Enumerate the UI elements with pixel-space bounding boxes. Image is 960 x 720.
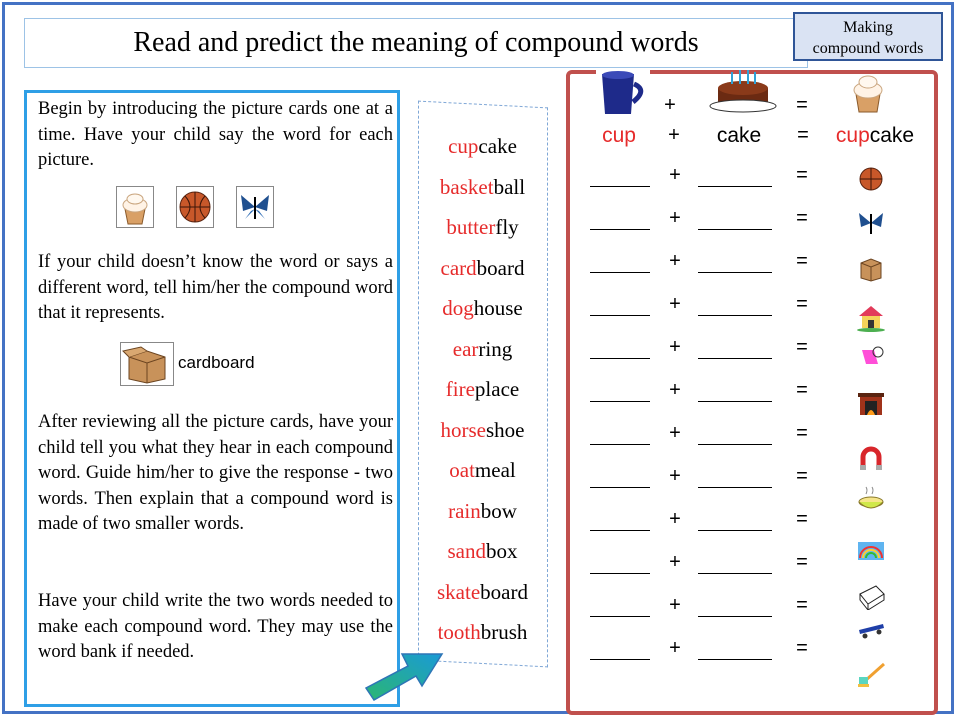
plus-sign: + [669, 594, 681, 616]
tag-line-2: compound words [812, 40, 924, 57]
plus-sign: + [669, 336, 681, 358]
word-bank-item [420, 499, 545, 524]
word-bank-part-1: fire [445, 377, 475, 401]
word-bank-item [420, 337, 545, 362]
word-bank-part-1: ear [452, 336, 479, 361]
word-bank-part-2: board [480, 579, 528, 604]
first-word-blank[interactable] [590, 401, 650, 402]
basketball-icon [856, 164, 886, 194]
equals-sign: = [796, 207, 808, 229]
word-bank-item [420, 539, 545, 564]
word-bank-part-1: basket [439, 174, 494, 199]
second-word-blank[interactable] [698, 616, 772, 617]
first-word-blank[interactable] [590, 616, 650, 617]
word-bank-item [420, 256, 545, 281]
horseshoe-magnet-icon [856, 444, 886, 474]
topic-tag [793, 12, 943, 61]
word-bank-part-2: fly [495, 215, 519, 239]
word-bank-part-2: brush [480, 620, 528, 644]
second-word-blank[interactable] [698, 272, 772, 273]
basketball-icon [177, 187, 213, 227]
equals-sign: = [796, 594, 808, 616]
rainbow-icon [856, 536, 886, 566]
second-word-blank[interactable] [698, 659, 772, 660]
word-bank-part-2: ring [478, 336, 513, 361]
word-bank-item [420, 418, 545, 443]
instruction-paragraph-2: If your child doesn’t know the word or says a different word, tell him/her the compound word that it represents. [38, 252, 393, 323]
plus-sign: + [669, 379, 681, 401]
first-word-blank[interactable] [590, 358, 650, 359]
first-word-blank[interactable] [590, 186, 650, 187]
plus-sign: + [669, 250, 681, 272]
word-bank-part-2: ball [493, 174, 526, 199]
plus-sign: + [669, 422, 681, 444]
plus-sign: + [669, 207, 681, 229]
fireplace-icon [856, 389, 886, 419]
word-bank-part-1: tooth [437, 620, 481, 644]
example-top-plus: + [664, 94, 676, 116]
picture-card-cardboard [120, 342, 174, 386]
example-plus: + [668, 124, 680, 146]
word-bank-part-2: place [474, 377, 520, 401]
plus-sign: + [669, 551, 681, 573]
equals-sign: = [796, 336, 808, 358]
word-bank-item [420, 377, 545, 402]
equals-sign: = [796, 637, 808, 659]
first-word-blank[interactable] [590, 659, 650, 660]
word-bank-part-1: dog [442, 296, 474, 320]
second-word-blank[interactable] [698, 444, 772, 445]
second-word-blank[interactable] [698, 487, 772, 488]
first-word-blank[interactable] [590, 573, 650, 574]
toothbrush-icon [856, 658, 886, 688]
second-word-blank[interactable] [698, 358, 772, 359]
doghouse-icon [856, 302, 886, 332]
word-bank-part-1: cup [448, 134, 479, 158]
first-word-blank[interactable] [590, 444, 650, 445]
plus-sign: + [669, 508, 681, 530]
equals-sign: = [796, 465, 808, 487]
instruction-paragraph-1: Begin by introducing the picture cards one at a time. Have your child say the word for each picture. [38, 99, 393, 170]
first-word-blank[interactable] [590, 530, 650, 531]
example-result-part-2: cake [869, 124, 915, 147]
example-card-label: cardboard [178, 353, 255, 372]
title-box [24, 18, 808, 68]
tag-line-1: Making [843, 19, 893, 36]
equals-sign: = [796, 508, 808, 530]
picture-card-butterfly [236, 186, 274, 228]
word-bank-part-1: rain [448, 498, 481, 523]
butterfly-icon [856, 208, 886, 238]
example-word-2: cake [716, 124, 762, 147]
picture-card-cupcake [116, 186, 154, 228]
word-bank-part-2: meal [474, 458, 516, 482]
equals-sign: = [796, 379, 808, 401]
cup-icon [596, 68, 650, 120]
plus-sign: + [669, 465, 681, 487]
plus-sign: + [669, 637, 681, 659]
example-equals: = [797, 124, 809, 146]
second-word-blank[interactable] [698, 229, 772, 230]
plus-sign: + [669, 164, 681, 186]
word-bank-part-2: bow [480, 498, 517, 523]
cake-icon [708, 66, 778, 114]
equals-sign: = [796, 164, 808, 186]
cardboard-box-icon [856, 253, 886, 283]
plus-sign: + [669, 293, 681, 315]
word-bank-part-2: box [486, 539, 518, 563]
word-bank-part-1: sand [447, 539, 486, 563]
equals-sign: = [796, 422, 808, 444]
equals-sign: = [796, 551, 808, 573]
page-title: Read and predict the meaning of compound words [133, 27, 699, 58]
word-bank-part-1: butter [446, 215, 496, 239]
equals-sign: = [796, 250, 808, 272]
skateboard-icon [856, 618, 886, 648]
second-word-blank[interactable] [698, 315, 772, 316]
cardboard-box-icon [121, 343, 173, 385]
word-bank-part-2: shoe [486, 417, 525, 442]
word-bank-part-2: house [473, 296, 523, 320]
second-word-blank[interactable] [698, 186, 772, 187]
word-bank-item [420, 580, 545, 605]
instruction-paragraph-4: Have your child write the two words needed to make each compound word. They may use the word bank if needed. [38, 591, 393, 662]
word-bank-item [420, 458, 545, 483]
word-bank-part-1: horse [440, 417, 486, 442]
second-word-blank[interactable] [698, 401, 772, 402]
example-word-1: cup [602, 124, 636, 147]
sandbox-icon [856, 580, 886, 610]
first-word-blank[interactable] [590, 487, 650, 488]
example-result [832, 124, 918, 148]
word-bank-item [420, 215, 545, 240]
oatmeal-bowl-icon [856, 484, 886, 514]
first-word-blank[interactable] [590, 315, 650, 316]
second-word-blank[interactable] [698, 573, 772, 574]
picture-card-basketball [176, 186, 214, 228]
word-bank-part-1: skate [437, 579, 481, 604]
butterfly-icon [237, 187, 273, 227]
cupcake-icon [117, 187, 153, 227]
word-bank-part-1: oat [449, 458, 475, 482]
instruction-paragraph-3: After reviewing all the picture cards, have your child tell you what they hear in each compound word. Guide him/her to give the response - two words. Then explain that a compound word is made of two smaller words. [38, 412, 393, 534]
equals-sign: = [796, 293, 808, 315]
word-bank-item [420, 296, 545, 321]
cupcake-icon [848, 70, 888, 114]
arrow-icon [360, 640, 450, 710]
word-bank-item [420, 134, 545, 159]
first-word-blank[interactable] [590, 272, 650, 273]
word-bank-part-1: card [440, 255, 477, 280]
example-top-equals: = [796, 94, 808, 116]
word-bank-part-2: board [476, 255, 525, 280]
word-bank-item [420, 175, 545, 200]
first-word-blank[interactable] [590, 229, 650, 230]
word-bank-part-2: cake [478, 134, 517, 158]
earring-icon [856, 342, 886, 372]
example-result-part-1: cup [835, 124, 870, 147]
second-word-blank[interactable] [698, 530, 772, 531]
